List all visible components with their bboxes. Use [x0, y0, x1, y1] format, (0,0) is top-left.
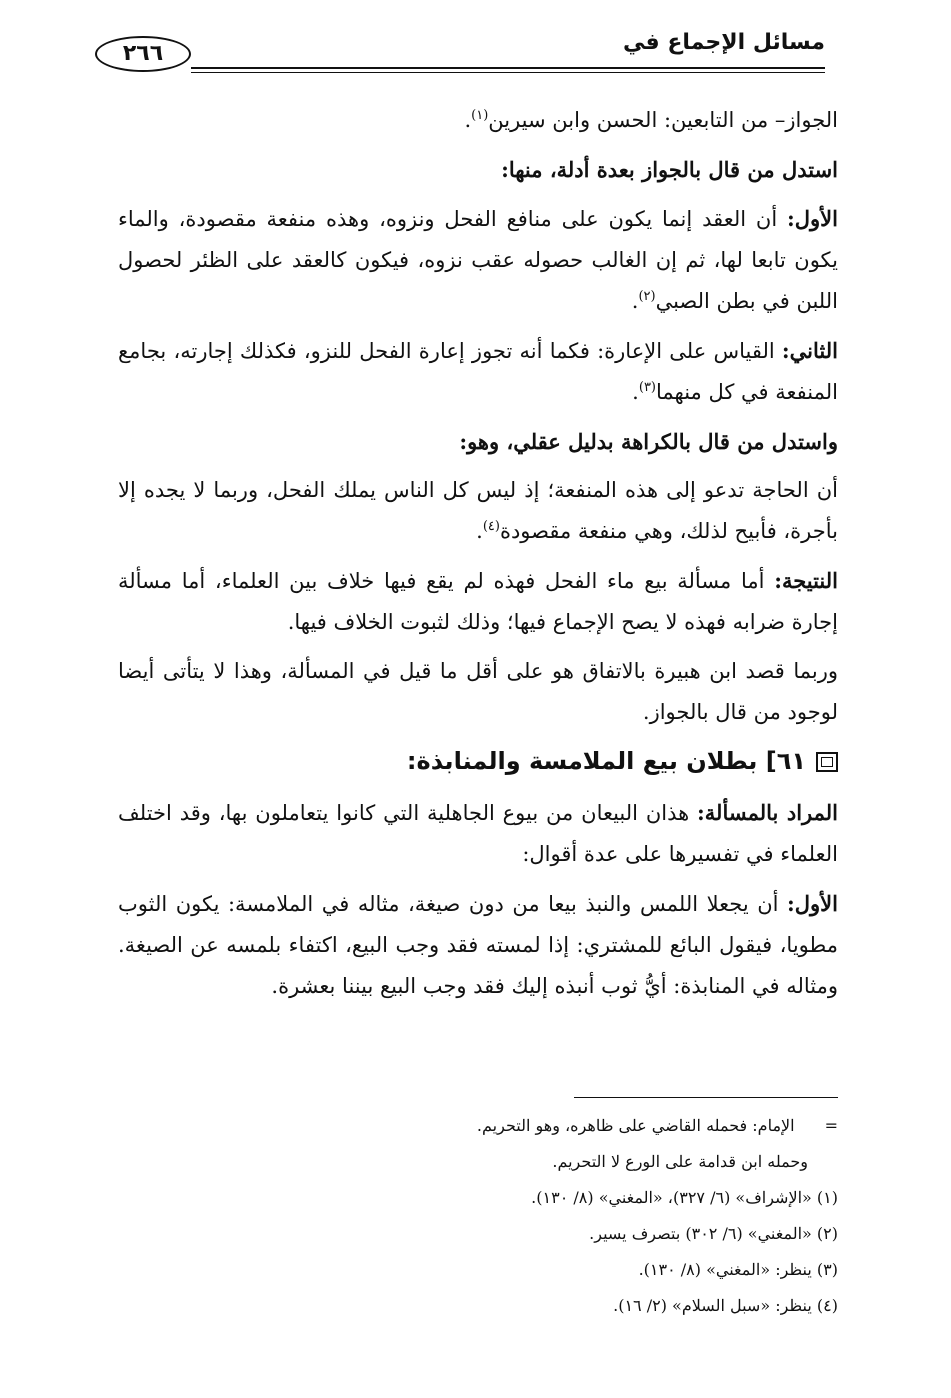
paragraph-9	[118, 792, 838, 875]
paragraph-3	[118, 198, 838, 322]
paragraph-6	[118, 470, 838, 552]
paragraph-text: الجواز– من التابعين: الحسن وابن سيرين	[488, 108, 838, 132]
paragraph-text: أن الحاجة تدعو إلى هذه المنفعة؛ إذ ليس كل الناس يملك الفحل، وربما لا يجده إلا بأجرة، فأبيح لذلك، وهي منفعة مقصودة	[118, 478, 838, 543]
paragraph-4	[118, 330, 838, 413]
paragraph-text: أن العقد إنما يكون على منافع الفحل ونزوه، وهذه منفعة مقصودة، والماء يكون تابعا لها، ثم إن الغالب حصوله عقب نزوه، فيكون كالعقد على الظئر لحصول اللبن في بطن الصبي	[118, 207, 838, 313]
paragraph-text: أما مسألة بيع ماء الفحل فهذه لم يقع فيها خلاف بين العلماء، أما مسألة إجارة ضرابه فهذه لا يصح الإجماع فيها؛ وذلك لثبوت الخلاف فيها.	[118, 569, 838, 634]
paragraph-1	[118, 100, 838, 141]
paragraph-end: .	[632, 380, 639, 404]
paragraph-text: أن يجعلا اللمس والنبذ بيعا من دون صيغة، مثاله في الملامسة: يكون الثوب مطويا، فيقول البائع للمشتري: إذا لمسته فقد وجب البيع، اكتفاء بلمسه عن الصيغة. ومثاله في المنابذة: أيُّ ثوب أنبذه إليك فقد وجب البيع بيننا بعشرة.	[118, 892, 838, 998]
paragraph-end: .	[476, 519, 483, 543]
section-heading	[118, 741, 838, 782]
section-title: بطلان بيع الملامسة والمنابذة:	[406, 747, 758, 775]
paragraph-2-heading: استدل من قال بالجواز بعدة أدلة، منها:	[501, 157, 838, 182]
footnote-3: (٣) ينظر: «المغني» (٨/ ١٣٠).	[638, 1260, 838, 1279]
footnote-continuation-1	[118, 1108, 838, 1144]
footnote-ref-2[interactable]: (٢)	[638, 289, 656, 304]
header-rule	[191, 67, 825, 69]
footnotes	[118, 1108, 838, 1324]
section-document-icon	[816, 752, 838, 772]
paragraph-lead: الأول:	[787, 206, 838, 231]
paragraph-end: .	[631, 289, 639, 313]
paragraph-text: القياس على الإعارة: فكما أنه تجوز إعارة الفحل للنزو، فكذلك إجارته، بجامع المنفعة في كل منهما	[118, 339, 838, 404]
paragraph-lead: الأول:	[787, 891, 838, 916]
continuation-mark: =	[824, 1116, 838, 1135]
paragraph-lead: النتيجة:	[774, 568, 838, 593]
paragraph-lead: المراد بالمسألة:	[697, 800, 838, 825]
header-title: مسائل الإجماع في	[623, 30, 825, 55]
page-body	[118, 100, 838, 1015]
section-number: ٦١]	[765, 747, 806, 775]
paragraph-8: وربما قصد ابن هبيرة بالاتفاق هو على أقل ما قيل في المسألة، وهذا لا يتأتى أيضا لوجود من قال بالجواز.	[118, 659, 838, 724]
running-header	[95, 22, 825, 76]
paragraph-5-heading: واستدل من قال بالكراهة بدليل عقلي، وهو:	[459, 429, 838, 454]
footnote-ref-3[interactable]: (٣)	[638, 380, 656, 395]
footnote-text: الإمام: فحمله القاضي على ظاهره، وهو التحريم.	[476, 1116, 795, 1135]
paragraph-text: هذان البيعان من بيوع الجاهلية التي كانوا يتعاملون بها، وقد اختلف العلماء في تفسيرها على عدة أقوال:	[118, 801, 838, 866]
footnote-2: (٢) «المغني» (٦/ ٣٠٢) بتصرف يسير.	[589, 1224, 838, 1243]
footnote-4: (٤) ينظر: «سبل السلام» (٢/ ١٦).	[613, 1296, 838, 1315]
header-rule-thin	[191, 72, 825, 73]
paragraph-10	[118, 883, 838, 1007]
footnote-continuation-2: وحمله ابن قدامة على الورع لا التحريم.	[552, 1152, 808, 1171]
footnote-ref-1[interactable]: (١)	[471, 108, 489, 123]
paragraph-lead: الثاني:	[781, 338, 838, 363]
footnote-ref-4[interactable]: (٤)	[482, 519, 500, 534]
footnote-1: (١) «الإشراف» (٦/ ٣٢٧)، «المغني» (٨/ ١٣٠).	[531, 1188, 838, 1207]
footnote-separator	[574, 1097, 838, 1098]
page-number: ٢٦٦	[95, 36, 191, 72]
paragraph-7	[118, 560, 838, 643]
paragraph-end: .	[464, 108, 472, 132]
